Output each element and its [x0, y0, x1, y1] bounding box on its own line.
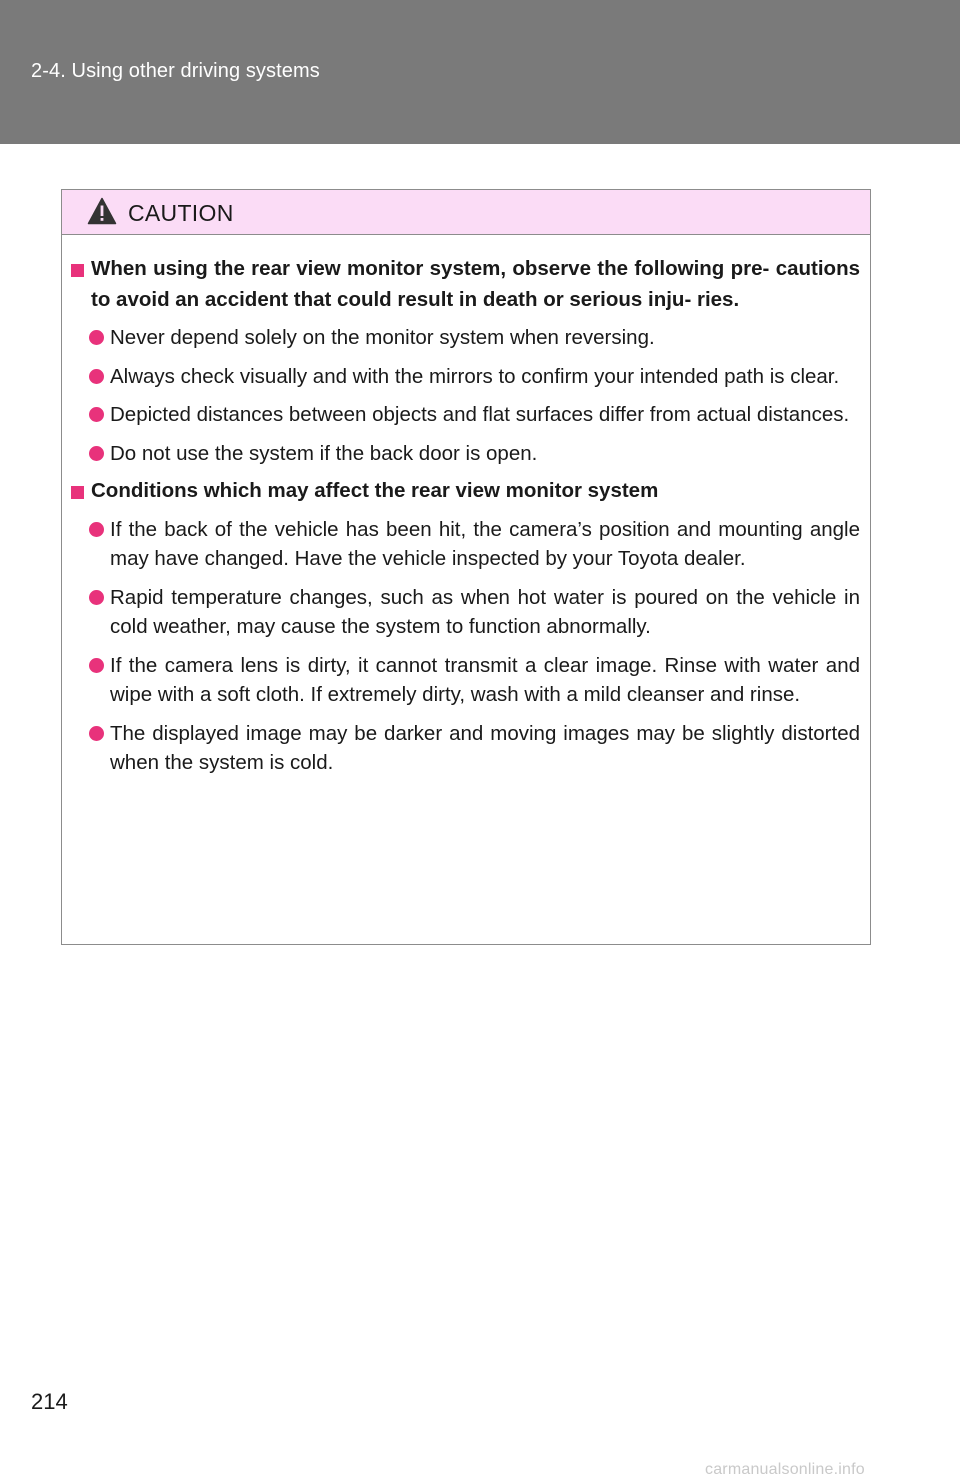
caution-section-heading-text: When using the rear view monitor system, observe the following pre- cautions to avoid an accident that could result in death or serious inju- ries.	[91, 257, 860, 311]
square-bullet-icon	[71, 486, 84, 499]
caution-item-text: The displayed image may be darker and moving images may be slightly distorted when the system is cold.	[110, 721, 860, 774]
caution-item	[62, 719, 870, 778]
watermark: carmanualsonline.info	[705, 1461, 865, 1478]
caution-header	[62, 190, 870, 235]
circle-bullet-icon	[89, 369, 104, 384]
caution-item-text: Rapid temperature changes, such as when hot water is poured on the vehicle in cold weather, may cause the system to function abnormally.	[110, 585, 860, 638]
caution-item	[62, 400, 870, 430]
caution-item	[62, 323, 870, 353]
circle-bullet-icon	[89, 522, 104, 537]
caution-item-text: Always check visually and with the mirrors to confirm your intended path is clear.	[110, 364, 840, 388]
caution-section-heading	[62, 476, 870, 507]
page-number: 214	[31, 1389, 68, 1414]
caution-item-text: Never depend solely on the monitor system when reversing.	[110, 326, 655, 349]
caution-title: CAUTION	[128, 200, 234, 226]
caution-item-text: If the back of the vehicle has been hit, the camera’s position and mounting angle may have changed. Have the vehicle inspected by your Toyota dealer.	[110, 517, 860, 570]
caution-item	[62, 583, 870, 642]
section-title: 2-4. Using other driving systems	[31, 60, 320, 82]
square-bullet-icon	[71, 264, 84, 277]
caution-section-heading	[62, 254, 870, 315]
caution-item-text: Do not use the system if the back door is open.	[110, 441, 538, 465]
circle-bullet-icon	[89, 726, 104, 741]
circle-bullet-icon	[89, 590, 104, 605]
warning-triangle-icon	[87, 197, 117, 225]
caution-item	[62, 362, 870, 392]
caution-section-heading-text: Conditions which may affect the rear view monitor system	[91, 479, 659, 502]
circle-bullet-icon	[89, 407, 104, 422]
caution-item-text: Depicted distances between objects and flat surfaces differ from actual distances.	[110, 403, 850, 426]
caution-box	[61, 189, 871, 945]
caution-item	[62, 439, 870, 469]
circle-bullet-icon	[89, 330, 104, 345]
circle-bullet-icon	[89, 658, 104, 673]
caution-body	[62, 235, 870, 778]
caution-item-text: If the camera lens is dirty, it cannot transmit a clear image. Rinse with water and wipe with a soft cloth. If extremely dirty, wash with a mild cleanser and rinse.	[110, 653, 860, 706]
caution-item	[62, 515, 870, 574]
circle-bullet-icon	[89, 446, 104, 461]
caution-item	[62, 651, 870, 710]
